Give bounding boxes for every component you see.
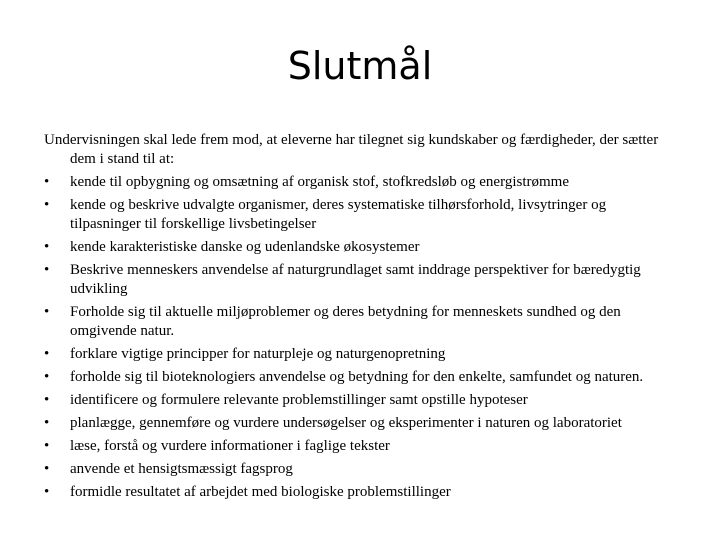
list-item <box>44 437 668 456</box>
list-item <box>44 460 668 479</box>
bullet-icon: • <box>44 197 50 213</box>
bullet-icon: • <box>44 438 50 454</box>
list-item-text: kende og beskrive udvalgte organismer, deres systematiske tilhørsforhold, livsytringer og tilpasninger til forskellige livsbetingelser <box>70 197 607 232</box>
list-item-text: læse, forstå og vurdere informationer i faglige tekster <box>70 438 390 454</box>
slide-title: Slutmål <box>287 44 433 88</box>
goal-list <box>44 173 668 502</box>
list-item <box>44 173 668 192</box>
bullet-icon: • <box>44 304 50 320</box>
list-item-text: anvende et hensigtsmæssigt fagsprog <box>70 461 293 477</box>
list-item-text: forholde sig til bioteknologiers anvendelse og betydning for den enkelte, samfundet og naturen. <box>70 369 644 385</box>
list-item-text: identificere og formulere relevante problemstillinger samt opstille hypoteser <box>70 392 528 408</box>
bullet-icon: • <box>44 392 50 408</box>
bullet-icon: • <box>44 484 50 500</box>
list-item <box>44 483 668 502</box>
bullet-icon: • <box>44 461 50 477</box>
bullet-icon: • <box>44 346 50 362</box>
list-item <box>44 303 668 341</box>
list-item-text: Forholde sig til aktuelle miljøproblemer og deres betydning for menneskets sundhed og den omgivende natur. <box>70 304 621 339</box>
bullet-icon: • <box>44 239 50 255</box>
bullet-icon: • <box>44 174 50 190</box>
list-item-text: formidle resultatet af arbejdet med biologiske problemstillinger <box>70 484 451 500</box>
list-item-text: forklare vigtige principper for naturpleje og naturgenopretning <box>70 346 446 362</box>
bullet-icon: • <box>44 415 50 431</box>
intro-paragraph: Undervisningen skal lede frem mod, at eleverne har tilegnet sig kundskaber og færdigheder, der sætter dem i stand til at: <box>44 132 659 167</box>
bullet-icon: • <box>44 369 50 385</box>
bullet-icon: • <box>44 262 50 278</box>
list-item-text: kende til opbygning og omsætning af organisk stof, stofkredsløb og energistrømme <box>70 174 569 190</box>
slide-body <box>44 131 668 506</box>
list-item <box>44 368 668 387</box>
list-item <box>44 391 668 410</box>
list-item <box>44 196 668 234</box>
list-item-text: planlægge, gennemføre og vurdere undersøgelser og eksperimenter i naturen og laboratoriet <box>70 415 622 431</box>
list-item <box>44 261 668 299</box>
list-item <box>44 414 668 433</box>
list-item-text: Beskrive menneskers anvendelse af naturgrundlaget samt inddrage perspektiver for bæredygtig udvikling <box>70 262 641 297</box>
list-item <box>44 345 668 364</box>
list-item <box>44 238 668 257</box>
list-item-text: kende karakteristiske danske og udenlandske økosystemer <box>70 239 420 255</box>
